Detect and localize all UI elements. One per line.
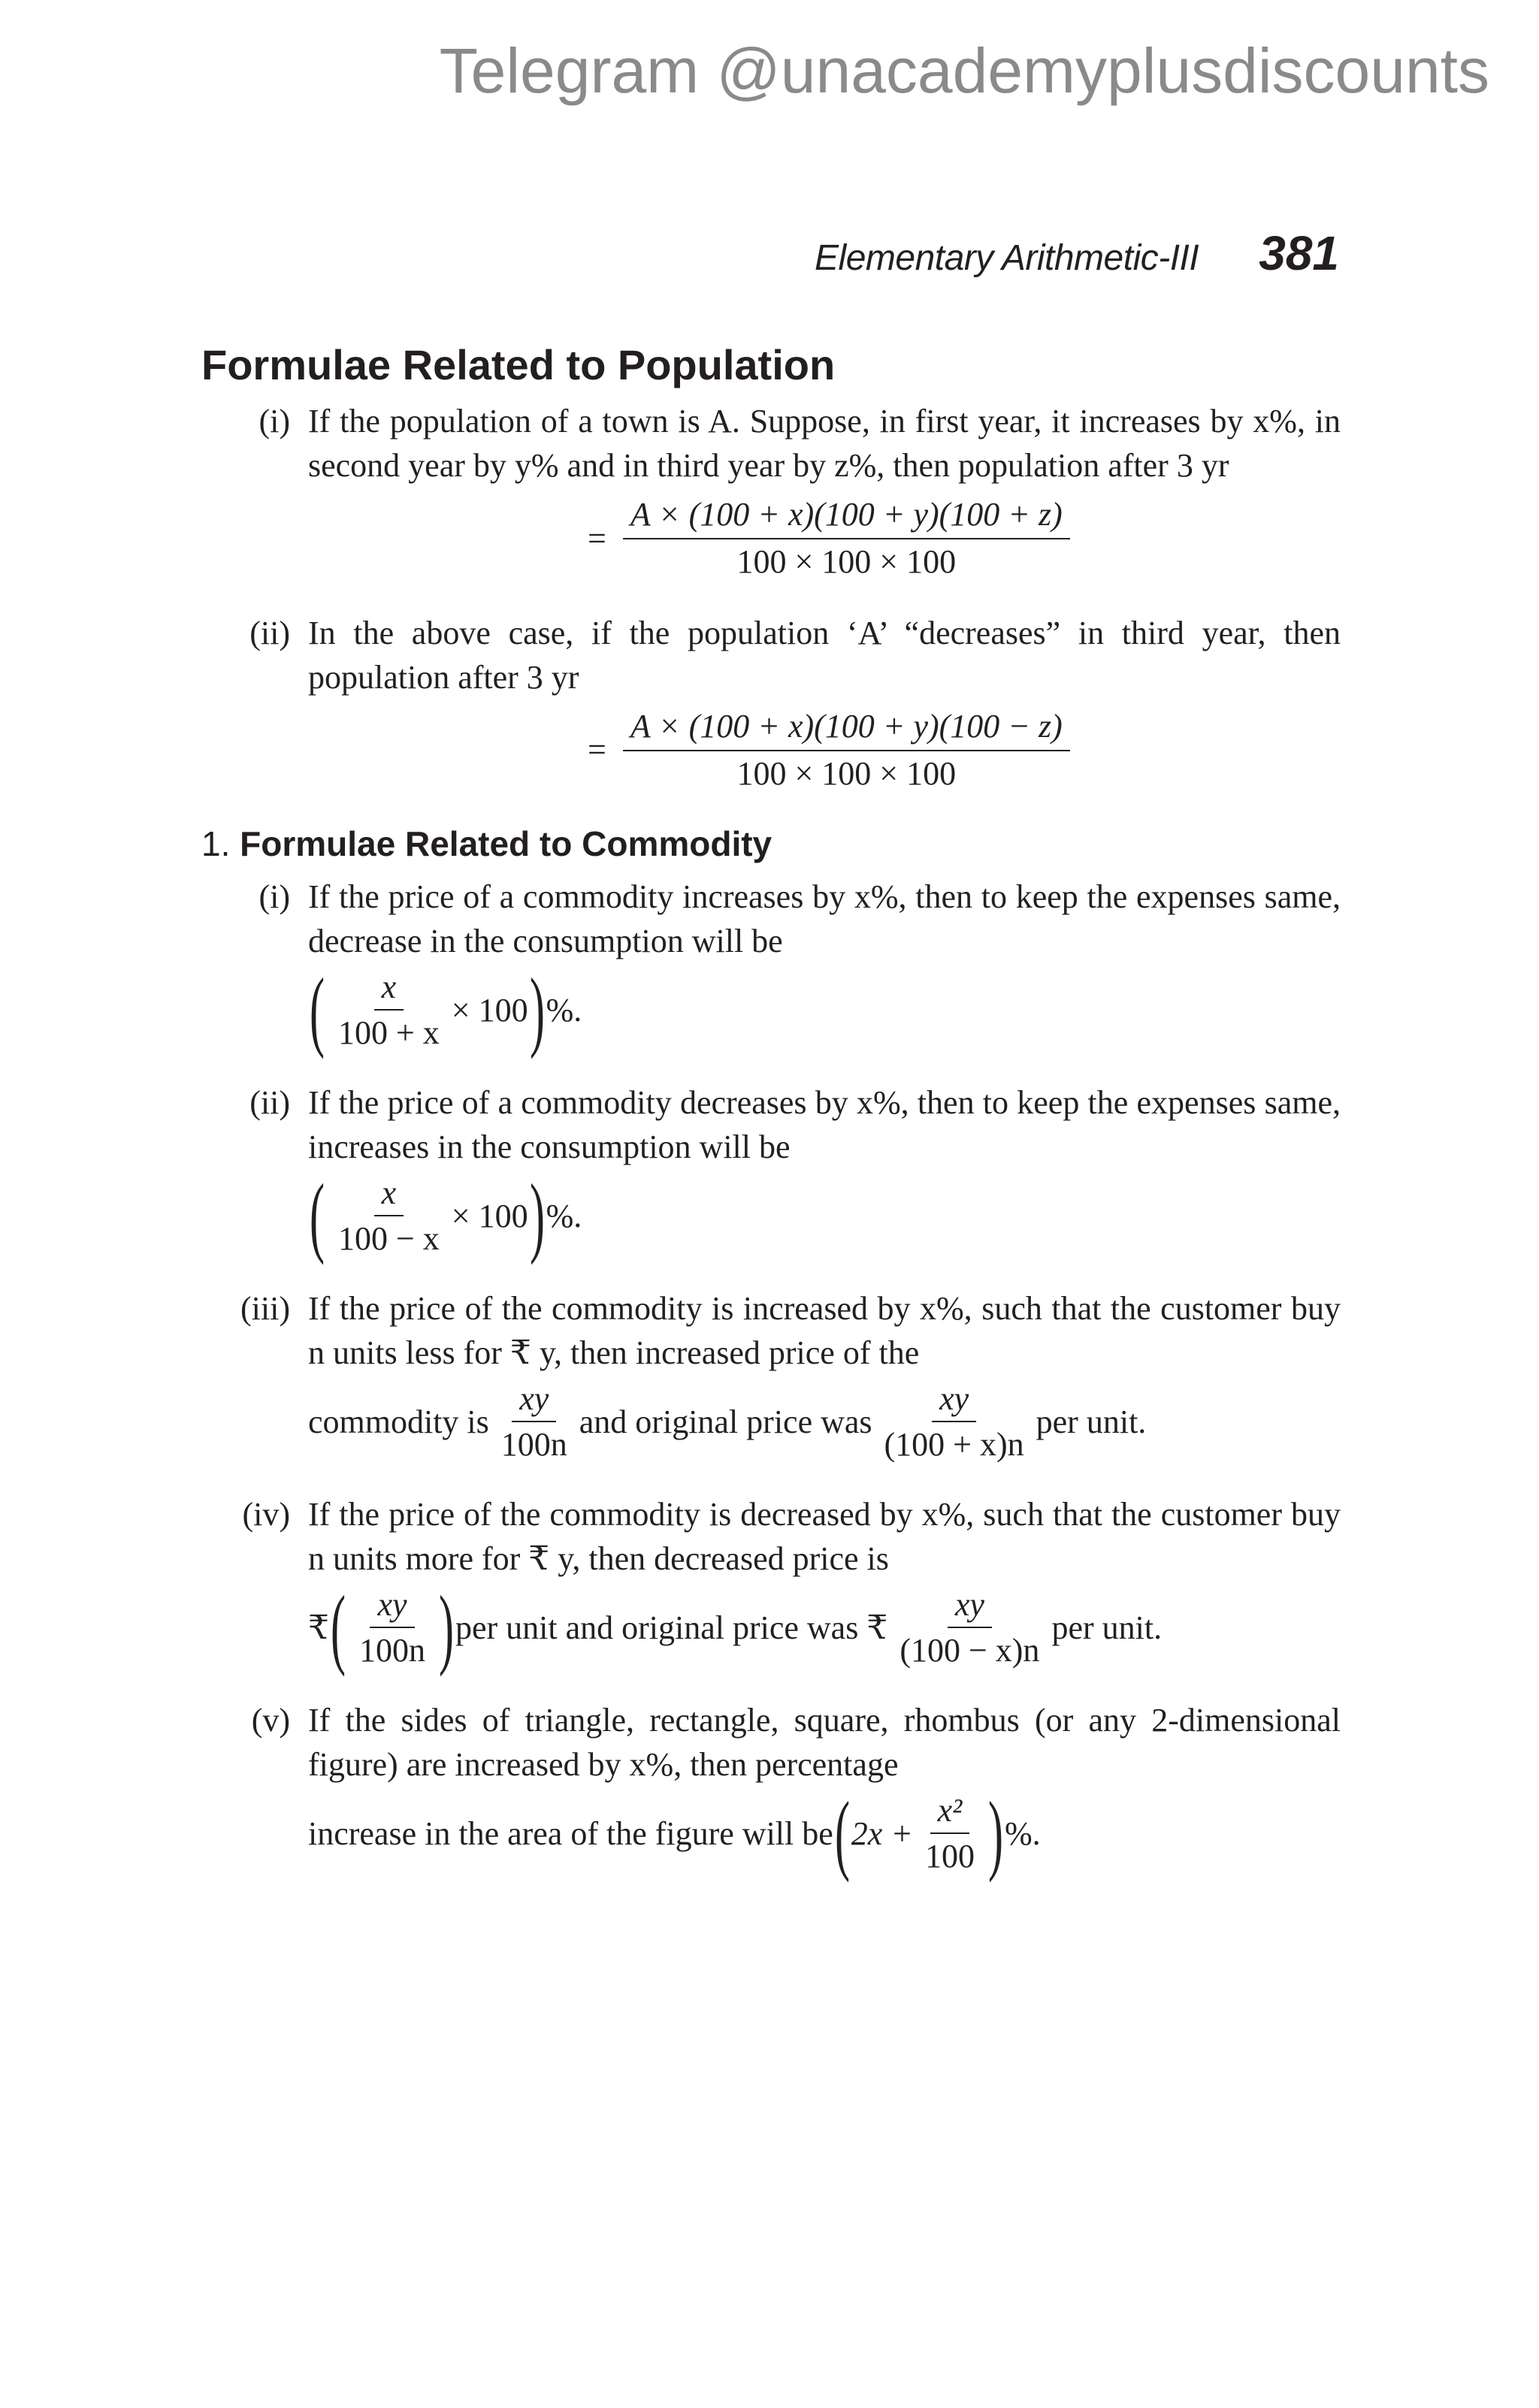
fraction-numerator: x (374, 968, 404, 1011)
fraction-numerator: xy (512, 1379, 556, 1422)
fraction-numerator: A × (100 + x)(100 + y)(100 + z) (623, 495, 1070, 539)
fraction-original-price (877, 1379, 1032, 1464)
left-paren: ( (309, 959, 325, 1060)
page-number: 381 (1259, 226, 1339, 280)
multiplier: × 100 (451, 1197, 528, 1234)
chapter-title: Elementary Arithmetic-III (815, 238, 1199, 278)
fraction-denominator: 100 (924, 1838, 975, 1875)
rupee-symbol: ₹ (308, 1609, 329, 1646)
term: 2x + (851, 1814, 913, 1852)
commodity-formula-5 (308, 1783, 1341, 1884)
middle-text: per unit and original price was ₹ (455, 1609, 888, 1646)
lead-text: commodity is (308, 1403, 489, 1440)
fraction-numerator: xy (932, 1379, 976, 1422)
multiplier: × 100 (451, 991, 528, 1029)
fraction-denominator: 100 × 100 × 100 (736, 542, 957, 580)
commodity-item-5 (201, 1698, 1341, 1884)
page-content (201, 340, 1341, 1904)
fraction-increased-price (494, 1379, 575, 1464)
fraction-denominator: (100 + x)n (884, 1426, 1024, 1464)
item-text: If the population of a town is A. Suppose, in first year, it increases by x%, in second year by y% and in third year by z%, then population after 3 yr (308, 403, 1341, 485)
item-text: If the price of the commodity is increased by x%, such that the customer buy n units less for ₹ y, then increased price of the (308, 1290, 1341, 1372)
commodity-item-4 (201, 1492, 1341, 1678)
item-text: In the above case, if the population ‘A’ “decreases” in third year, then population after 3 yr (308, 614, 1341, 696)
fraction-numerator: xy (370, 1585, 414, 1628)
right-paren: ) (529, 1165, 545, 1266)
fraction-numerator: x² (930, 1791, 970, 1834)
equals-sign: = (588, 731, 606, 769)
watermark: Telegram @unacademyplusdiscounts (439, 35, 1489, 106)
suffix: %. (546, 1197, 582, 1234)
item-label: (ii) (249, 614, 290, 651)
population-item-2 (201, 611, 1341, 794)
fraction (623, 707, 1070, 794)
population-formula-2 (588, 707, 1341, 794)
commodity-formula-4 (308, 1577, 1341, 1678)
fraction (331, 968, 447, 1052)
commodity-formula-3 (308, 1379, 1341, 1464)
fraction-numerator: A × (100 + x)(100 + y)(100 − z) (623, 707, 1070, 751)
commodity-item-3 (201, 1286, 1341, 1464)
fraction-decreased-price (352, 1585, 433, 1669)
fraction (331, 1174, 447, 1258)
right-paren: ) (987, 1783, 1003, 1884)
commodity-formula-2 (308, 1165, 1341, 1266)
running-header (0, 225, 1339, 281)
section-heading-population: Formulae Related to Population (201, 341, 836, 388)
item-label: (ii) (249, 1084, 290, 1122)
commodity-formula-1 (308, 959, 1341, 1060)
fraction-numerator: xy (948, 1585, 992, 1628)
tail-text: per unit. (1036, 1403, 1147, 1440)
commodity-item-1 (201, 875, 1341, 1060)
item-label: (iv) (242, 1496, 290, 1533)
fraction-numerator: x (374, 1174, 404, 1216)
lead-text: increase in the area of the figure will be (308, 1814, 833, 1852)
suffix: %. (546, 991, 582, 1029)
fraction-denominator: 100 × 100 × 100 (736, 754, 957, 792)
section-heading-commodity (201, 822, 1341, 867)
population-item-1 (201, 399, 1341, 582)
section-number: 1. (201, 824, 231, 864)
left-paren: ( (330, 1577, 346, 1678)
left-paren: ( (834, 1783, 850, 1884)
population-formula-1 (588, 495, 1341, 582)
item-text: If the sides of triangle, rectangle, square, rhombus (or any 2-dimensional figure) are increased by x%, then percentage (308, 1702, 1341, 1784)
fraction-denominator: 100 − x (337, 1220, 440, 1258)
item-label: (i) (259, 403, 290, 440)
middle-text: and original price was (579, 1403, 872, 1440)
fraction-denominator: 100 + x (337, 1014, 440, 1052)
commodity-item-2 (201, 1080, 1341, 1266)
fraction-denominator: 100n (500, 1426, 567, 1464)
item-text: If the price of a commodity increases by x%, then to keep the expenses same, decrease in the consumption will be (308, 878, 1341, 960)
fraction-denominator: 100n (358, 1632, 425, 1669)
left-paren: ( (309, 1165, 325, 1266)
item-text: If the price of the commodity is decreased by x%, such that the customer buy n units more for ₹ y, then decreased price is (308, 1496, 1341, 1578)
fraction-denominator: (100 − x)n (900, 1632, 1040, 1669)
section-title: Formulae Related to Commodity (240, 824, 773, 864)
item-label: (v) (251, 1702, 290, 1739)
item-label: (iii) (240, 1290, 290, 1328)
fraction (623, 495, 1070, 582)
suffix: %. (1004, 1814, 1041, 1852)
item-label: (i) (259, 878, 290, 916)
right-paren: ) (529, 959, 545, 1060)
equals-sign: = (588, 519, 606, 557)
fraction-original-price (892, 1585, 1047, 1669)
fraction (918, 1791, 982, 1875)
tail-text: per unit. (1051, 1609, 1163, 1646)
item-text: If the price of a commodity decreases by x%, then to keep the expenses same, increases in the consumption will be (308, 1084, 1341, 1166)
right-paren: ) (438, 1577, 454, 1678)
